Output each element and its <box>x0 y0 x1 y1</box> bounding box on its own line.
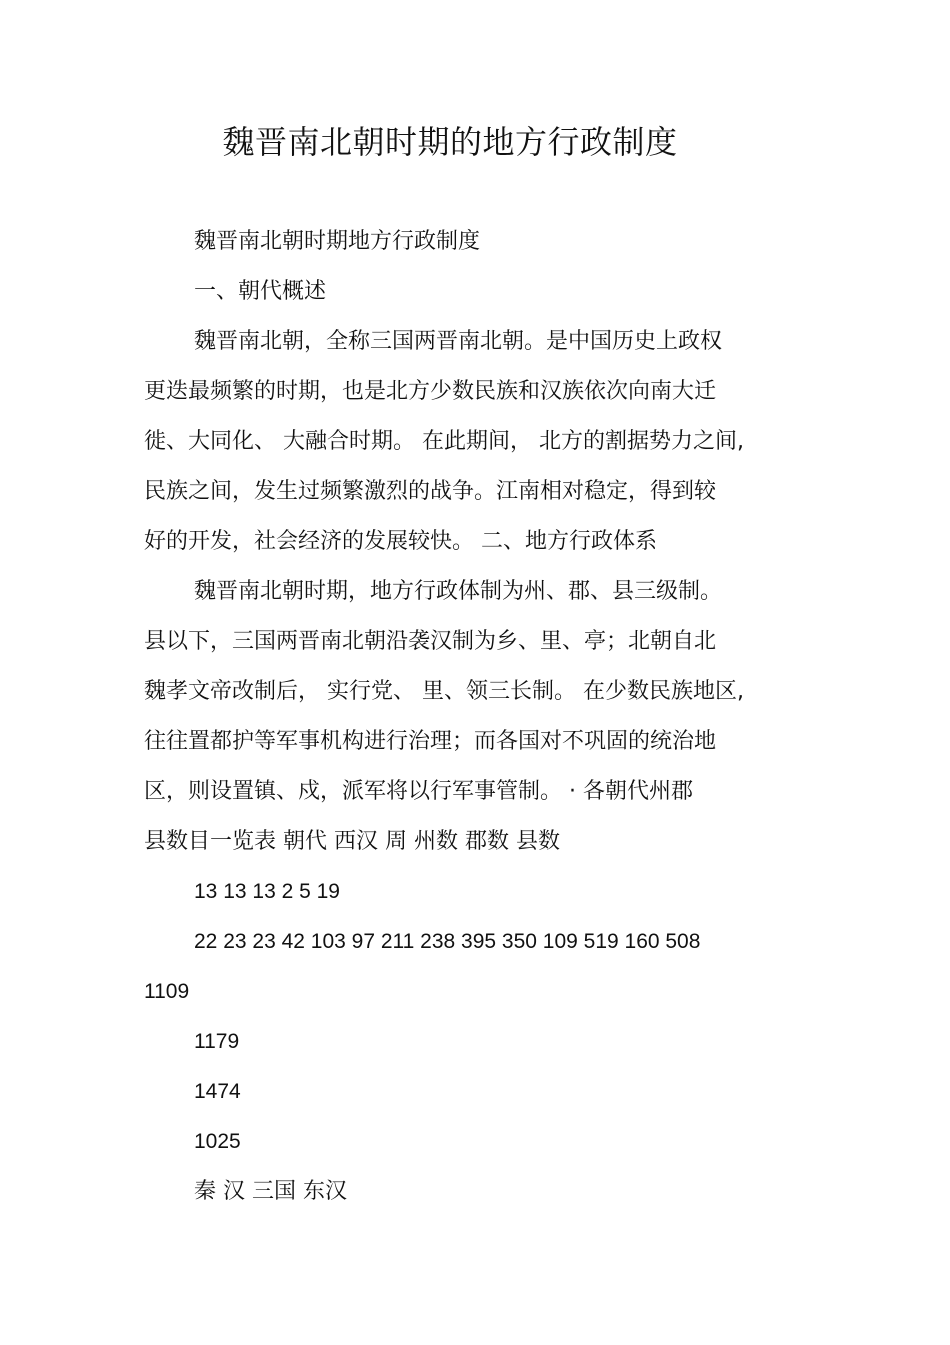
section-heading-overview: 一、朝代概述 <box>194 279 327 304</box>
paragraph-line: 徙、大同化、 大融合时期。 在此期间， 北方的割据势力之间, <box>144 429 744 454</box>
table-numbers-line: 1109 <box>144 980 190 1003</box>
table-numbers-line: 1474 <box>194 1080 241 1103</box>
table-numbers-line: 1025 <box>194 1130 241 1153</box>
paragraph-line: 县以下，三国两晋南北朝沿袭汉制为乡、里、亭；北朝自北 <box>144 629 717 654</box>
paragraph-line: 魏晋南北朝时期，地方行政体制为州、郡、县三级制。 <box>194 579 723 604</box>
table-numbers-line: 22 23 23 42 103 97 211 238 395 350 109 519 160 508 <box>194 930 701 953</box>
paragraph-line: 魏孝文帝改制后， 实行党、 里、领三长制。 在少数民族地区, <box>144 679 744 704</box>
document-title: 魏晋南北朝时期的地方行政制度 <box>222 123 678 161</box>
paragraph-line: 民族之间，发生过频繁激烈的战争。江南相对稳定，得到较 <box>144 479 717 504</box>
paragraph-line: 好的开发，社会经济的发展较快。 二、地方行政体系 <box>144 529 657 554</box>
paragraph-line: 区，则设置镇、戍，派军将以行军事管制。 · 各朝代州郡 <box>144 779 693 804</box>
dynasty-names-line: 秦 汉 三国 东汉 <box>194 1179 347 1204</box>
paragraph-line: 魏晋南北朝，全称三国两晋南北朝。是中国历史上政权 <box>194 329 723 354</box>
subtitle-line: 魏晋南北朝时期地方行政制度 <box>194 229 481 254</box>
table-numbers-line: 1179 <box>194 1030 240 1053</box>
table-caption-line: 县数目一览表 朝代 西汉 周 州数 郡数 县数 <box>144 829 560 854</box>
paragraph-line: 更迭最频繁的时期，也是北方少数民族和汉族依次向南大迁 <box>144 379 717 404</box>
table-numbers-line: 13 13 13 2 5 19 <box>194 880 340 903</box>
paragraph-line: 往往置都护等军事机构进行治理；而各国对不巩固的统治地 <box>144 729 717 754</box>
